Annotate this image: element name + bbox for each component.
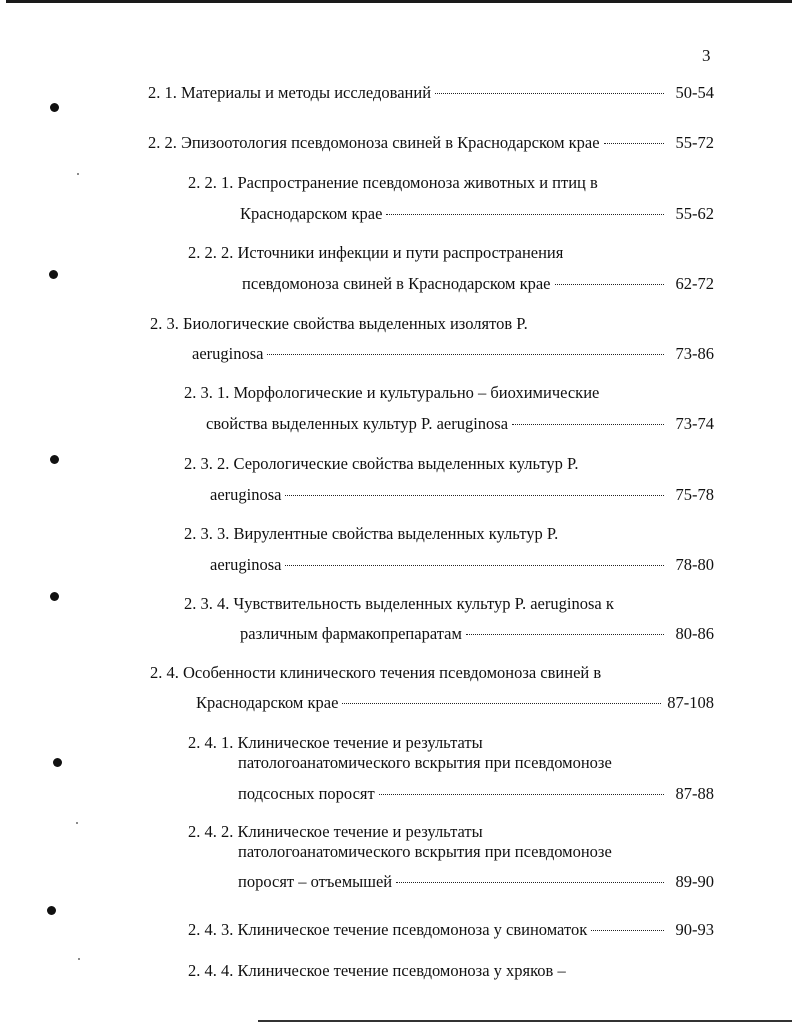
binder-hole-icon <box>50 103 59 112</box>
toc-entry-title: 2. 4. 3. Клиническое течение псевдомоноза у свиноматок <box>188 920 588 939</box>
toc-entry-title: подсосных поросят <box>238 784 375 803</box>
dot-leader <box>435 92 664 94</box>
binder-hole-icon <box>50 455 59 464</box>
toc-entry-2-4-4[interactable]: 2. 4. 4. Клиническое течение псевдомоноза у хряков – <box>188 961 566 980</box>
scan-speck <box>77 173 79 175</box>
toc-page-range: 55-62 <box>675 204 714 223</box>
toc-entry-title: Краснодарском крае <box>240 204 383 223</box>
page-number: 3 <box>702 46 711 65</box>
dot-leader <box>396 881 664 883</box>
bottom-border <box>258 1020 792 1022</box>
toc-page-range: 80-86 <box>675 624 714 643</box>
binder-hole-icon <box>47 906 56 915</box>
toc-entry-2-2-1[interactable] <box>240 204 714 224</box>
toc-entry-2-4-2[interactable] <box>238 872 714 892</box>
dot-leader <box>285 494 664 496</box>
dot-leader <box>386 213 664 215</box>
toc-page-range: 50-54 <box>675 83 714 102</box>
scan-speck <box>76 822 78 824</box>
scan-speck <box>78 958 80 960</box>
dot-leader <box>267 353 664 355</box>
toc-entry-2-3-3-line1: 2. 3. 3. Вирулентные свойства выделенных культур P. <box>184 524 559 543</box>
toc-entry-title: 2. 1. Материалы и методы исследований <box>148 83 432 102</box>
dot-leader <box>604 142 664 144</box>
dot-leader <box>555 283 665 285</box>
toc-page-range: 55-72 <box>675 133 714 152</box>
toc-entry-2-3-2-line1: 2. 3. 2. Серологические свойства выделенных культур P. <box>184 454 579 473</box>
toc-entry-title: aeruginosa <box>210 555 282 574</box>
toc-page-range: 90-93 <box>675 920 714 939</box>
toc-entry-2-4-1-line2: патологоанатомического вскрытия при псевдомонозе <box>238 753 612 772</box>
toc-entry-2-2-2-line1: 2. 2. 2. Источники инфекции и пути распространения <box>188 243 564 262</box>
top-border <box>6 0 792 3</box>
toc-entry-title: поросят – отъемышей <box>238 872 393 891</box>
toc-entry-2-3-line1: 2. 3. Биологические свойства выделенных изолятов P. <box>150 314 528 333</box>
dot-leader <box>591 929 664 931</box>
binder-hole-icon <box>49 270 58 279</box>
toc-entry-2-2-1-line1: 2. 2. 1. Распространение псевдомоноза животных и птиц в <box>188 173 598 192</box>
toc-entry-title: 2. 2. Эпизоотология псевдомоноза свиней в Краснодарском крае <box>148 133 600 152</box>
dot-leader <box>285 564 664 566</box>
toc-page-range: 89-90 <box>675 872 714 891</box>
dot-leader <box>379 793 664 795</box>
toc-page-range: 87-108 <box>667 693 714 712</box>
toc-entry-title: aeruginosa <box>192 344 264 363</box>
dot-leader <box>512 423 664 425</box>
toc-page-range: 87-88 <box>675 784 714 803</box>
toc-entry-2-4-1-line1: 2. 4. 1. Клиническое течение и результаты <box>188 733 483 752</box>
dot-leader <box>466 633 664 635</box>
toc-entry-2-3[interactable] <box>192 344 714 364</box>
toc-entry-2-4-line1: 2. 4. Особенности клинического течения псевдомоноза свиней в <box>150 663 602 682</box>
toc-page-range: 78-80 <box>675 555 714 574</box>
toc-entry-2-3-4[interactable] <box>240 624 714 644</box>
toc-entry-title: псевдомоноза свиней в Краснодарском крае <box>242 274 551 293</box>
toc-entry-2-4-2-line1: 2. 4. 2. Клиническое течение и результаты <box>188 822 483 841</box>
toc-entry-2-4-1[interactable] <box>238 784 714 804</box>
toc-page-range: 75-78 <box>675 485 714 504</box>
toc-entry-title: aeruginosa <box>210 485 282 504</box>
toc-entry-2-3-3[interactable] <box>210 555 714 575</box>
binder-hole-icon <box>53 758 62 767</box>
toc-page-range: 73-86 <box>675 344 714 363</box>
toc-entry-2-4[interactable] <box>196 693 714 713</box>
toc-page-range: 73-74 <box>675 414 714 433</box>
toc-entry-2-3-1-line1: 2. 3. 1. Морфологические и культурально – биохимические <box>184 383 600 402</box>
toc-entry-2-3-2[interactable] <box>210 485 714 505</box>
toc-entry-2-2-2[interactable] <box>242 274 714 294</box>
toc-entry-2-4-2-line2: патологоанатомического вскрытия при псевдомонозе <box>238 842 612 861</box>
toc-page-range: 62-72 <box>675 274 714 293</box>
toc-entry-title: Краснодарском крае <box>196 693 339 712</box>
toc-entry-2-3-1[interactable] <box>206 414 714 434</box>
toc-entry-title: свойства выделенных культур P. aeruginosa <box>206 414 509 433</box>
binder-hole-icon <box>50 592 59 601</box>
toc-entry-2-4-3[interactable] <box>188 920 714 940</box>
toc-entry-2-3-4-line1: 2. 3. 4. Чувствительность выделенных культур P. aeruginosa к <box>184 594 614 613</box>
toc-entry-2-2[interactable] <box>148 133 714 153</box>
toc-entry-title: различным фармакопрепаратам <box>240 624 462 643</box>
toc-entry-2-1[interactable] <box>148 83 714 103</box>
dot-leader <box>342 702 661 704</box>
